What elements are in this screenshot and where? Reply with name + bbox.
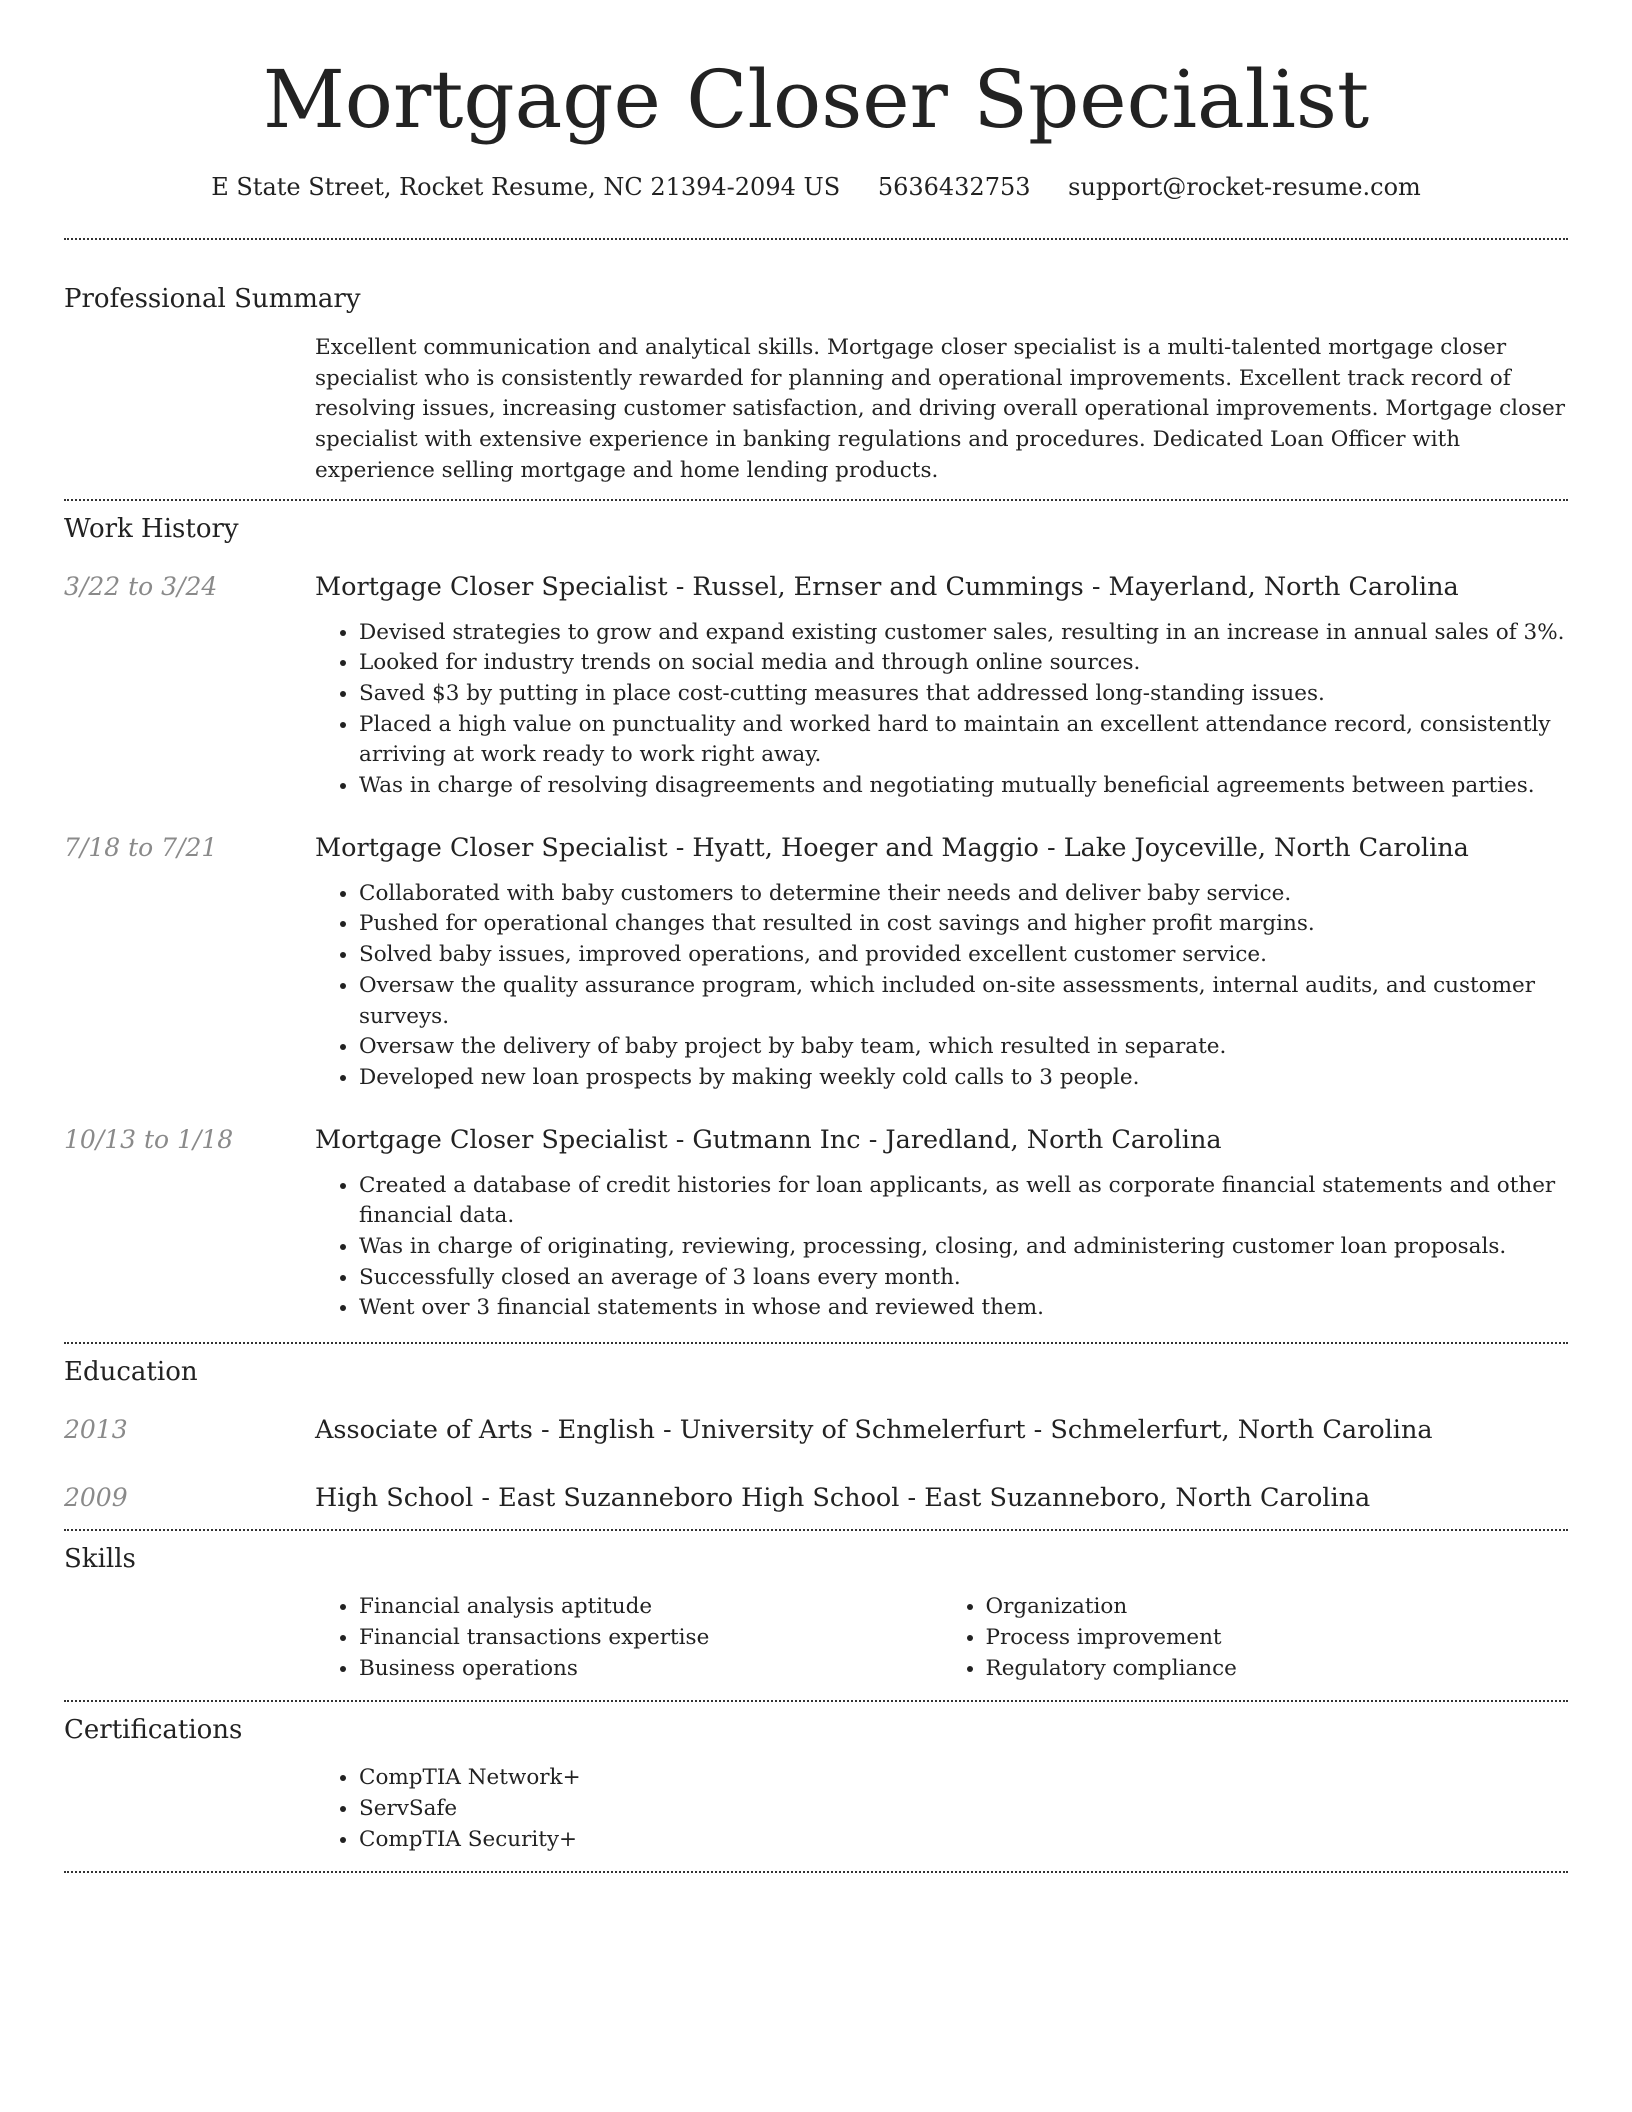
job-dates: 7/18 to 7/21 (64, 832, 218, 862)
list-item: • Collaborated with baby customers to determine their needs and deliver baby service. (359, 879, 1568, 910)
skills-grid (315, 1592, 1568, 1684)
list-item: • Was in charge of resolving disagreements and negotiating mutually beneficial agreements between parties. (359, 771, 1568, 802)
list-item: • ServSafe (359, 1794, 1568, 1825)
certifications-list (315, 1763, 1568, 1855)
divider (64, 1700, 1568, 1702)
list-item: • Went over 3 financial statements in whose and reviewed them. (359, 1293, 1568, 1324)
list-item: • Saved $3 by putting in place cost-cutting measures that addressed long-standing issues. (359, 679, 1568, 710)
divider (64, 499, 1568, 501)
job-entry (64, 831, 1568, 1094)
list-item: • Business operations (359, 1654, 942, 1685)
email: support@rocket-resume.com (1068, 173, 1421, 201)
section-title-summary: Professional Summary (64, 284, 361, 314)
job-bullets (315, 879, 1568, 1094)
list-item: • Devised strategies to grow and expand existing customer sales, resulting in an increase in annual sales of 3%. (359, 618, 1568, 649)
contact-info (64, 170, 1568, 204)
list-item: • Solved baby issues, improved operations, and provided excellent customer service. (359, 940, 1568, 971)
list-item: • Placed a high value on punctuality and worked hard to maintain an excellent attendance record, consistently arriving at work ready to work right away. (359, 710, 1568, 771)
divider (64, 1342, 1568, 1344)
job-entry (64, 570, 1568, 802)
section-title-education: Education (64, 1357, 198, 1388)
skills-list-left (315, 1592, 942, 1684)
summary-text: Excellent communication and analytical skills. Mortgage closer specialist is a multi-talented mortgage closer specialist who is consistently rewarded for planning and operational improvements. Excellent track record of resolving issues, increasing customer satisfaction, and driving overall operational improvements. Mortgage closer specialist with extensive experience in banking regulations and procedures. Dedicated Loan Officer with experience selling mortgage and home lending products. (315, 335, 1565, 483)
list-item: • Financial analysis aptitude (359, 1592, 942, 1623)
job-dates: 3/22 to 3/24 (64, 571, 218, 601)
section-title-work-history: Work History (64, 513, 239, 544)
education-year: 2009 (64, 1483, 128, 1513)
list-item: • CompTIA Security+ (359, 1825, 1568, 1856)
list-item: • Oversaw the delivery of baby project by baby team, which resulted in separate. (359, 1032, 1568, 1063)
job-dates: 10/13 to 1/18 (64, 1124, 234, 1154)
job-bullets (315, 1171, 1568, 1325)
list-item: • Created a database of credit histories for loan applicants, as well as corporate financial statements and other financial data. (359, 1171, 1568, 1232)
list-item: • Successfully closed an average of 3 loans every month. (359, 1263, 1568, 1294)
job-bullets (315, 618, 1568, 802)
list-item: • Looked for industry trends on social media and through online sources. (359, 648, 1568, 679)
education-heading: High School - East Suzanneboro High School - East Suzanneboro, North Carolina (315, 1483, 1371, 1514)
job-heading: Mortgage Closer Specialist - Hyatt, Hoeger and Maggio - Lake Joyceville, North Carolina (315, 832, 1469, 863)
list-item: • Oversaw the quality assurance program, which included on-site assessments, internal audits, and customer surveys. (359, 971, 1568, 1032)
job-entry (64, 1123, 1568, 1325)
phone: 5636432753 (877, 173, 1031, 201)
list-item: • Developed new loan prospects by making weekly cold calls to 3 people. (359, 1063, 1568, 1094)
section-title-certifications: Certifications (64, 1715, 243, 1746)
list-item: • Financial transactions expertise (359, 1623, 942, 1654)
list-item: • Process improvement (986, 1623, 1569, 1654)
resume-page (64, 0, 1568, 1873)
list-item: • Pushed for operational changes that resulted in cost savings and higher profit margins. (359, 909, 1568, 940)
education-heading: Associate of Arts - English - University of Schmelerfurt - Schmelerfurt, North Carolina (315, 1415, 1433, 1446)
education-entry (64, 1413, 1568, 1447)
education-entry (64, 1481, 1568, 1515)
list-item: • Organization (986, 1592, 1569, 1623)
divider (64, 238, 1568, 240)
list-item: • Was in charge of originating, reviewing, processing, closing, and administering customer loan proposals. (359, 1232, 1568, 1263)
section-title-skills: Skills (64, 1544, 136, 1575)
list-item: • CompTIA Network+ (359, 1763, 1568, 1794)
candidate-name: Mortgage Closer Specialist (262, 53, 1370, 146)
address: E State Street, Rocket Resume, NC 21394-2094 US (211, 173, 841, 201)
education-year: 2013 (64, 1415, 128, 1445)
job-heading: Mortgage Closer Specialist - Russel, Ernser and Cummings - Mayerland, North Carolina (315, 571, 1459, 602)
divider (64, 1871, 1568, 1873)
skills-list-right (942, 1592, 1569, 1684)
list-item: • Regulatory compliance (986, 1654, 1569, 1685)
job-heading: Mortgage Closer Specialist - Gutmann Inc - Jaredland, North Carolina (315, 1124, 1222, 1155)
divider (64, 1529, 1568, 1531)
